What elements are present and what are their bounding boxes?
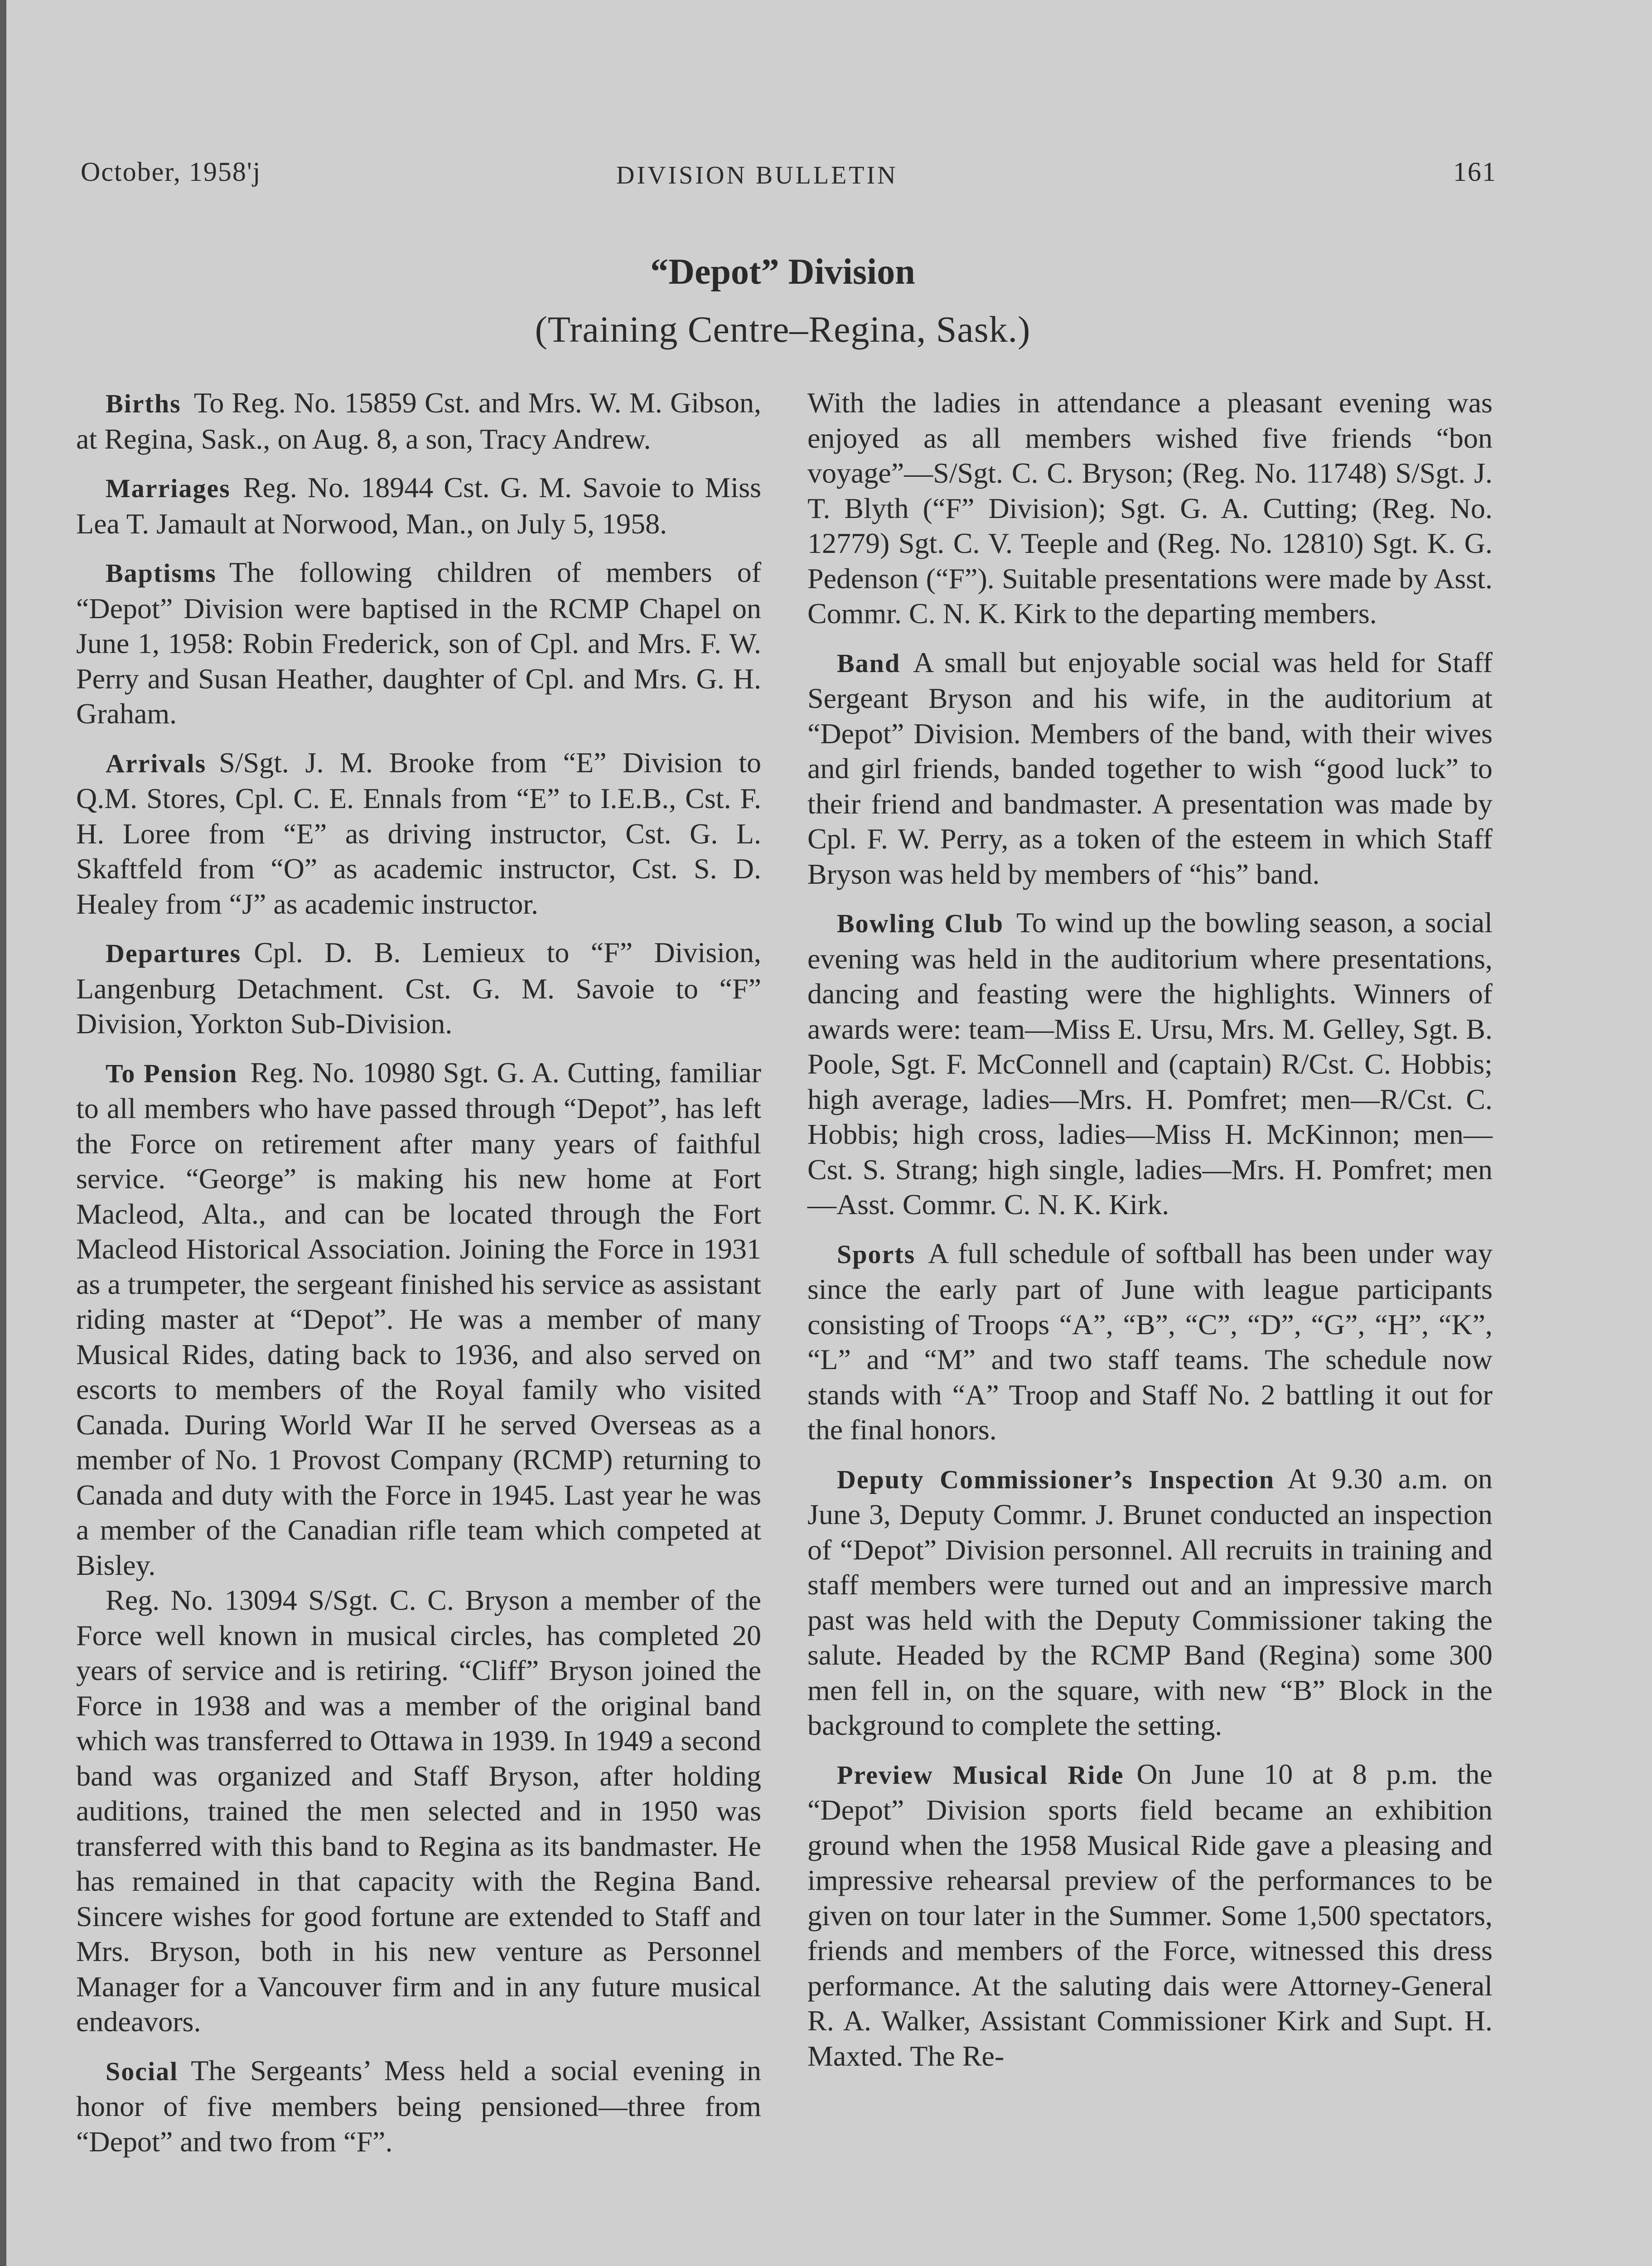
paragraph-text: To wind up the bowling season, a social evening was held in the auditorium where presentations, dancing and feasting were the highlights. Winners of awards were: team—Miss E. Ursu, Mrs. M. Gelley, Sgt. B. Poole, Sgt. F. McConnell and (captain) R/Cst. C. Hobbis; high average, ladies—Mrs. H. Pomfret; men—R/Cst. C. Hobbis; high cross, ladies—Miss H. McKinnon; men—Cst. S. Strang; high single, ladies—Mrs. H. Pomfret; men—Asst. Commr. C. N. K. Kirk. <box>807 906 1493 1220</box>
paragraph-band <box>807 645 1493 892</box>
paragraph-text: S/Sgt. J. M. Brooke from “E” Division to Q.M. Stores, Cpl. C. E. Ennals from “E” to I.E.B., Cst. F. H. Loree from “E” as driving instructor, Cst. G. L. Skaftfeld from “O” as academic instructor, Cst. S. D. Healey from “J” as academic instructor. <box>76 746 761 920</box>
paragraph-to-pension <box>76 1055 761 1583</box>
paragraph-text: Reg. No. 18944 Cst. G. M. Savoie to Miss Lea T. Jamault at Norwood, Man., on July 5, 1958. <box>76 471 761 540</box>
running-title: DIVISION BULLETIN <box>616 161 898 189</box>
paragraph-departures <box>76 935 761 1041</box>
paragraph-marriages <box>76 470 761 541</box>
paragraph-baptisms <box>76 555 761 731</box>
paragraph-text: To Reg. No. 15859 Cst. and Mrs. W. M. Gibson, at Regina, Sask., on Aug. 8, a son, Tracy Andrew. <box>76 387 761 455</box>
paragraph-births <box>76 385 761 456</box>
section-heading: Marriages <box>106 474 231 503</box>
page-number: 161 <box>1453 157 1497 187</box>
left-column <box>76 385 761 2159</box>
paragraph-social <box>76 2053 761 2159</box>
section-heading: Sports <box>837 1239 916 1269</box>
section-heading: Band <box>837 648 901 678</box>
section-heading: Baptisms <box>106 558 217 588</box>
paragraph-arrivals <box>76 745 761 922</box>
paragraph-text: Cpl. D. B. Lemieux to “F” Division, Langenburg Detachment. Cst. G. M. Savoie to “F” Division, Yorkton Sub-Division. <box>76 936 761 1040</box>
paragraph-text: With the ladies in attendance a pleasant evening was enjoyed as all members wished five friends “bon voyage”—S/Sgt. C. C. Bryson; (Reg. No. 11748) S/Sgt. J. T. Blyth (“F” Division); Sgt. G. A. Cutting; (Reg. No. 12779) Sgt. C. V. Teeple and (Reg. No. 12810) Sgt. K. G. Pedenson (“F”). Suitable presentations were made by Asst. Commr. C. N. K. Kirk to the departing members. <box>807 387 1493 629</box>
section-heading: Arrivals <box>106 748 207 778</box>
issue-date: October, 1958'j <box>81 157 261 187</box>
paragraph-text: At 9.30 a.m. on June 3, Deputy Commr. J. Brunet conducted an inspection of “Depot” Division personnel. All recruits in training and staff members were turned out and an impressive march past was held with the Deputy Commissioner taking the salute. Headed by the RCMP Band (Regina) some 300 men fell in, on the square, with new “B” Block in the background to complete the setting. <box>807 1462 1493 1741</box>
paragraph-social-continued <box>807 385 1493 631</box>
section-heading: Preview Musical Ride <box>837 1760 1124 1790</box>
paragraph-text: A small but enjoyable social was held for Staff Sergeant Bryson and his wife, in the auditorium at “Depot” Division. Members of the band, with their wives and girl friends, banded together to wish “good luck” to their friend and bandmaster. A presentation was made by Cpl. F. W. Perry, as a token of the esteem in which Staff Bryson was held by members of “his” band. <box>807 646 1493 890</box>
paragraph-text: The following children of members of “Depot” Division were baptised in the RCMP Chapel on June 1, 1958: Robin Frederick, son of Cpl. and Mrs. F. W. Perry and Susan Heather, daughter of Cpl. and Mrs. G. H. Graham. <box>76 556 761 730</box>
section-heading: Social <box>106 2056 179 2086</box>
article-title: “Depot” Division <box>650 252 915 292</box>
paragraph-bowling-club <box>807 905 1493 1222</box>
paragraph-text: Reg. No. 13094 S/Sgt. C. C. Bryson a member of the Force well known in musical circles, has completed 20 years of service and is retiring. “Cliff” Bryson joined the Force in 1938 and was a member of the original band which was transferred to Ottawa in 1939. In 1949 a second band was organized and Staff Bryson, after holding auditions, trained the men selected and in 1950 was transferred with this band to Regina as its bandmaster. He has remained in that capacity with the Regina Band. Sincere wishes for good fortune are extended to Staff and Mrs. Bryson, both in his new venture as Personnel Manager for a Vancouver firm and in any future musical endeavors. <box>76 1584 761 2038</box>
paragraph-text: On June 10 at 8 p.m. the “Depot” Division sports field became an exhibition ground when the 1958 Musical Ride gave a pleasing and impressive rehearsal preview of the performances to be given on tour later in the Summer. Some 1,500 spectators, friends and members of the Force, witnessed this dress performance. At the saluting dais were Attorney-General R. A. Walker, Assistant Commissioner Kirk and Supt. H. Maxted. The Re- <box>807 1758 1493 2072</box>
page-header <box>81 156 1497 197</box>
paragraph-inspection <box>807 1461 1493 1743</box>
right-column <box>807 385 1493 2073</box>
section-heading: Births <box>106 389 181 418</box>
section-heading: Departures <box>106 939 242 968</box>
paragraph-musical-ride <box>807 1757 1493 2074</box>
section-heading: Bowling Club <box>837 909 1004 938</box>
paragraph-text: A full schedule of softball has been under way since the early part of June with league participants consisting of Troops “A”, “B”, “C”, “D”, “G”, “H”, “K”, “L” and “M” and two staff teams. The schedule now stands with “A” Troop and Staff No. 2 battling it out for the final honors. <box>807 1237 1493 1446</box>
article-subtitle: (Training Centre–Regina, Sask.) <box>535 309 1031 350</box>
paragraph-text: Reg. No. 10980 Sgt. G. A. Cutting, familiar to all members who have passed through “Depot”, has left the Force on retirement after many years of faithful service. “George” is making his new home at Fort Macleod, Alta., and can be located through the Fort Macleod Historical Association. Joining the Force in 1931 as a trumpeter, the sergeant finished his service as assistant riding master at “Depot”. He was a member of many Musical Rides, dating back to 1936, and also served on escorts to members of the Royal family who visited Canada. During World War II he served Overseas as a member of No. 1 Provost Company (RCMP) returning to Canada and duty with the Force in 1945. Last year he was a member of the Canadian rifle team which competed at Bisley. <box>76 1056 762 1581</box>
paragraph-bryson <box>76 1583 761 2039</box>
paragraph-sports <box>807 1236 1493 1448</box>
paragraph-text: The Sergeants’ Mess held a social evening in honor of five members being pensioned—three from “Depot” and two from “F”. <box>76 2054 761 2158</box>
section-heading: To Pension <box>106 1058 238 1088</box>
section-heading: Deputy Commissioner’s Inspection <box>837 1464 1275 1494</box>
